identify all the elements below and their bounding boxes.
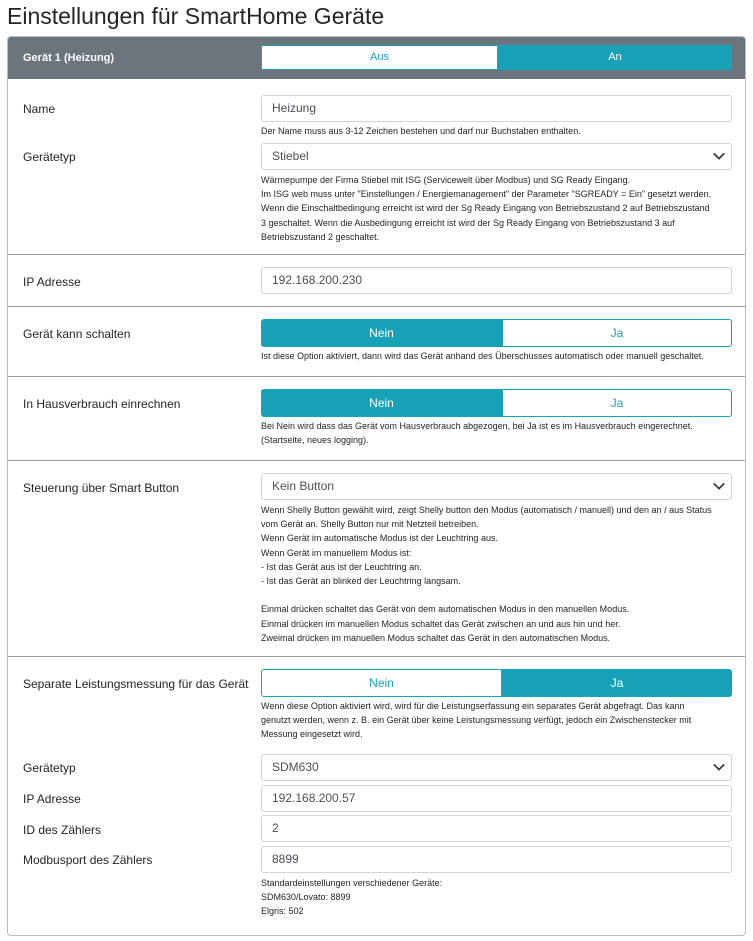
meter-help	[261, 876, 736, 919]
help-line: Bei Nein wird dass das Gerät vom Hausverbrauch abgezogen, bei Ja ist es im Hausverbrauch eingerechnet.	[261, 421, 693, 431]
meter-type-value: SDM630	[272, 760, 319, 774]
house-no-button[interactable]: Nein	[261, 389, 502, 417]
switchable-yes-button[interactable]: Ja	[502, 319, 732, 347]
switchable-toggle	[261, 319, 732, 347]
ip-input[interactable]: 192.168.200.230	[261, 267, 732, 294]
chevron-down-icon	[712, 149, 726, 163]
device-type-help	[261, 173, 736, 244]
meter-id-label: ID des Zählers	[23, 823, 102, 837]
meter-type-label: Gerätetyp	[23, 761, 76, 775]
device-card-header	[8, 37, 745, 79]
help-line: Wärmepumpe der Firma Stiebel mit ISG (Servicewelt über Modbus) und SG Ready Eingang.	[261, 175, 631, 185]
meter-ip-input[interactable]: 192.168.200.57	[261, 785, 732, 812]
help-line: Im ISG web muss unter "Einstellungen / Energiemanagement" der Parameter "SGREADY = Ein" gesetzt werden.	[261, 189, 712, 200]
chevron-down-icon	[712, 479, 726, 493]
name-label: Name	[23, 102, 56, 116]
help-line: Wenn diese Option aktiviert wird, wird für die Leistungserfassung ein separates Gerät abgefragt. Das kann	[261, 701, 685, 711]
help-line: - Ist das Gerät an blinked der Leuchtring langsam.	[261, 576, 461, 587]
house-yes-button[interactable]: Ja	[502, 389, 732, 417]
help-line: Wenn die Einschaltbedingung erreicht ist wird der Sg Ready Eingang von Betriebszustand 2 auf Betriebszustand	[261, 203, 710, 214]
meter-type-select[interactable]	[261, 754, 732, 781]
help-line: Elgris: 502	[261, 906, 304, 917]
help-line: 3 geschaltet. Wenn die Ausbedingung erreicht ist wird der Sg Ready Eingang von Betriebszustand 3 auf	[261, 217, 675, 228]
meter-port-input[interactable]: 8899	[261, 846, 732, 873]
device-type-value: Stiebel	[272, 149, 309, 163]
help-line: SDM630/Lovato: 8899	[261, 892, 351, 903]
name-input[interactable]: Heizung	[261, 95, 732, 122]
meter-ip-label: IP Adresse	[23, 792, 81, 806]
section-divider	[8, 656, 745, 657]
device-off-button[interactable]: Aus	[261, 45, 498, 70]
help-line: Messung eingesetzt wird.	[261, 729, 363, 740]
device-card	[7, 36, 746, 936]
device-title: Gerät 1 (Heizung)	[23, 52, 115, 64]
device-type-label: Gerätetyp	[23, 150, 76, 164]
page-title: Einstellungen für SmartHome Geräte	[7, 3, 385, 29]
separate-meter-toggle	[261, 669, 732, 697]
help-line: - Ist das Gerät aus ist der Leuchtring an.	[261, 561, 422, 572]
smart-button-value: Kein Button	[272, 479, 335, 493]
separate-meter-yes-button[interactable]: Ja	[502, 669, 732, 697]
help-line: Wenn Shelly Button gewählt wird, zeigt Shelly button den Modus (automatisch / manuell) und den an / aus Status	[261, 505, 712, 515]
help-line: (Startseite, neues logging).	[261, 435, 369, 446]
help-line: Wenn Gerät im manuellem Modus ist:	[261, 547, 412, 558]
ip-label: IP Adresse	[23, 275, 81, 289]
section-divider	[8, 460, 745, 461]
separate-meter-label: Separate Leistungsmessung für das Gerät	[23, 677, 249, 691]
meter-port-label: Modbusport des Zählers	[23, 853, 153, 867]
meter-id-input[interactable]: 2	[261, 815, 732, 842]
smart-button-select[interactable]	[261, 473, 732, 500]
separate-meter-no-button[interactable]: Nein	[261, 669, 502, 697]
help-line: Standardeinstellungen verschiedener Geräte:	[261, 878, 443, 888]
name-help: Der Name muss aus 3-12 Zeichen bestehen und darf nur Buchstaben enthalten.	[261, 126, 581, 136]
switchable-label: Gerät kann schalten	[23, 327, 131, 341]
help-line: genutzt werden, wenn z. B. ein Gerät über keine Leistungsmessung verfügt, jedoch ein Zwischenstecker mit	[261, 715, 692, 726]
house-help	[261, 419, 736, 447]
device-type-select[interactable]	[261, 143, 732, 170]
help-line: Einmal drücken im manuellen Modus schaltet das Gerät zwischen an und aus hin und her.	[261, 618, 621, 629]
section-divider	[8, 376, 745, 377]
section-divider	[8, 254, 745, 255]
help-line	[261, 588, 736, 602]
help-line: Wenn Gerät im automatische Modus ist der Leuchtring aus.	[261, 533, 498, 544]
section-divider	[8, 306, 745, 307]
smart-button-help	[261, 503, 736, 645]
house-toggle	[261, 389, 732, 417]
switchable-no-button[interactable]: Nein	[261, 319, 502, 347]
help-line: vom Gerät an. Shelly Button nur mit Netzteil betreiben.	[261, 519, 479, 530]
help-line: Betriebszustand 2 geschaltet.	[261, 231, 380, 242]
switchable-help: Ist diese Option aktiviert, dann wird das Gerät anhand des Überschusses automatisch oder manuell geschaltet.	[261, 351, 704, 361]
house-label: In Hausverbrauch einrechnen	[23, 397, 181, 411]
help-line: Zweimal drücken im manuellen Modus schaltet das Gerät in den automatischen Modus.	[261, 632, 611, 643]
smart-button-label: Steuerung über Smart Button	[23, 481, 180, 495]
help-line: Einmal drücken schaltet das Gerät von dem automatischen Modus in den manuellen Modus.	[261, 604, 630, 615]
device-on-button[interactable]: An	[498, 45, 732, 70]
separate-meter-help	[261, 699, 736, 742]
chevron-down-icon	[712, 760, 726, 774]
